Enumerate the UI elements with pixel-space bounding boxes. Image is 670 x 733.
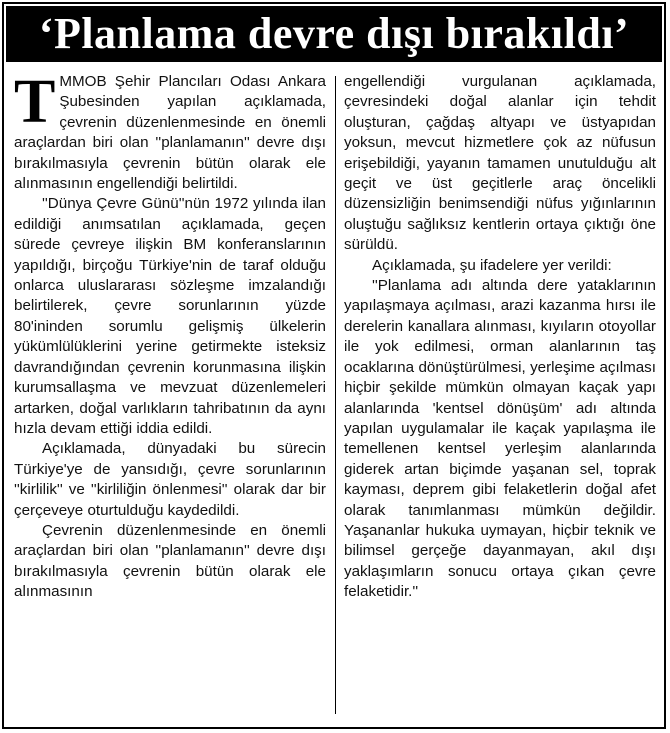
column-left xyxy=(14,68,326,724)
article-body xyxy=(14,68,656,724)
paragraph: ''Planlama adı altında dere yataklarının yapılaşmaya açılması, arazi kazanma hırsı ile derelerin kanallara alınması, kıyıların otoyollar ile yok edilmesi, orman alanlarının taş ocaklarına dönüştürülmesi, yerleşime açılması hiçbir şekilde mümkün olmayan kaçak yapı alanlarında 'kentsel dönüşüm' adı altında yapılan uygulamalar ile kaçak yapılaşma ile temellenen kentsel yerleşim alanlarında giderek artan biçimde yaşanan sel, toprak kayması, deprem gibi felaketlerin doğal afet olarak tanımlanması mümkün değildir. Yaşananlar hukuka uymayan, hiçbir teknik ve bilimsel gerçeğe dayanmayan, akıl dışı yaklaşımların sonucu ortaya çıkan çevre felaketidir.'' xyxy=(344,277,656,601)
paragraph xyxy=(14,68,326,194)
paragraph: engellendiği vurgulanan açıklamada, çevresindeki doğal alanlar için tehdit oluşturan, çağdaş altyapı ve üstyapıdan yoksun, mevcut hizmetlere çok az nüfusun erişebildiği, yayanın tamamen unutulduğu alt geçit ve üst geçitlerle araç öncelikli düzensizliğin benimsendiği nüfus yığınlarının oluştuğu sağlıksız kentlerin ortaya çıktığı öne sürüldü. xyxy=(344,73,656,254)
news-clipping xyxy=(2,2,666,729)
headline: ‘Planlama devre dışı bırakıldı’ xyxy=(38,9,630,58)
paragraph: Çevrenin düzenlenmesinde en önemli araçlardan biri olan ''planlamanın'' devre dışı bırakılmasıyla çevrenin bütün olarak ele alınmasının xyxy=(14,521,326,601)
headline-bar xyxy=(6,6,662,62)
paragraph: ''Dünya Çevre Günü''nün 1972 yılında ilan edildiği anımsatılan açıklamada, geçen sürede çevreye ilişkin BM konferanslarının yapıldığı, birçoğu Türkiye'nin de taraf olduğu onlarca uluslararası sözleşme imzalandığı belirtilerek, çevre sorunlarının yüzde 80'ininden sorumlu gelişmiş ülkelerin yükümlülüklerini yerine getirmekte isteksiz davrandığından çevrenin korunmasına ilişkin kurumsallaşma ve mevzuat düzenlemeleri artarken, doğal varlıkların tahribatının da aynı hızla devam ettiği iddia edildi. xyxy=(14,195,326,437)
paragraph: Açıklamada, şu ifadelere yer verildi: xyxy=(372,256,612,274)
column-right xyxy=(344,72,656,724)
paragraph: Açıklamada, dünyadaki bu sürecin Türkiye'ye de yansıdığı, çevre sorunlarının ''kirlilik'' ve ''kirliliğin önlenmesi'' olarak dar bir çerçeveye oturtulduğu kaydedildi. xyxy=(14,440,326,519)
paragraph-text: MMOB Şehir Plancıları Odası Ankara Şubesinden yapılan açıklamada, çevrenin düzenlenmesinde en önemli araçlardan biri olan ''planlamanın'' devre dışı bırakılmasıyla çevrenin bütün olarak ele alınmasının engellendiği belirtildi. xyxy=(14,73,326,193)
column-divider xyxy=(335,76,336,714)
drop-cap: T xyxy=(14,68,56,136)
